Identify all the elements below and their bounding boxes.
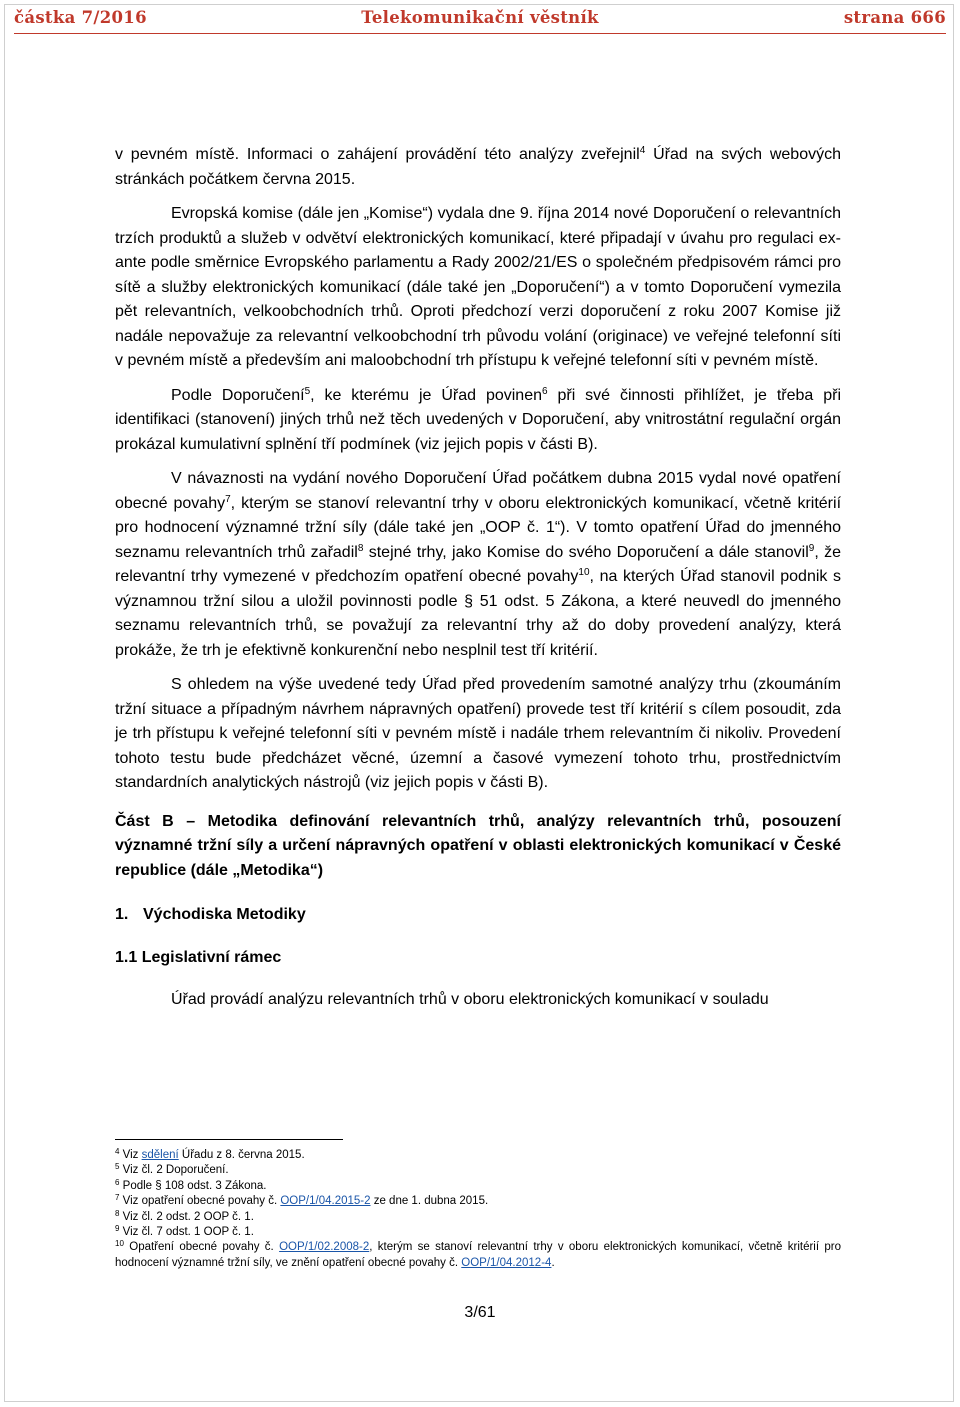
paragraph-5: S ohledem na výše uvedené tedy Úřad před provedením samotné analýzy trhu (zkoumáním tržní situace a případným návrhem nápravných opatření) provede test tří kritérií s cílem posoudit, zda je trh přístupu k veřejné telefonní síti v pevném místě i nadále trhem relevantním či nikoliv. Provedení tohoto testu bude předcházet věcné, územní a časové vymezení tohoto trhu, prostřednictvím standardních analytických nástrojů (viz jejich popis v části B). — [115, 676, 841, 791]
footnotes — [115, 1148, 841, 1271]
footnote-ref-7[interactable]: 7 — [225, 493, 231, 505]
page-header — [14, 6, 946, 30]
footnote-7: $^7$ Viz opatření obecné povahy č. OOP/1/04.2015-2 ze dne 1. dubna 2015. — [115, 1193, 489, 1208]
footnote-8: $^8$ Viz čl. 2 odst. 2 OOP č. 1. — [115, 1208, 254, 1223]
footnote-10: $^{10}$ Opatření obecné povahy č. OOP/1/02.2008-2, kterým se stanoví relevantní trhy v oboru elektronických komunikací, včetně kritérií pro hodnocení významné tržní síly, ve znění opatření obecné povahy č. OOP/1/04.2012-4. — [115, 1239, 842, 1269]
paragraph-2: Evropská komise (dále jen „Komise“) vydala dne 9. října 2014 nové Doporučení o relevantních trzích produktů a služeb v odvětví elektronických komunikací, které připadají v úvahu pro regulaci ex-ante podle směrnice Evropského parlamentu a Rady 2002/21/ES o společném předpisovém rámci pro sítě a služby elektronických komunikací (dále také jen „Doporučení“) a v tomto Doporučení vymezila pět relevantních, velkoobchodních trhů. Oproti předchozí verzi doporučení z roku 2007 Komise již nadále nepovažuje za relevantní velkoobchodní trh původu volání (originace) ve veřejné telefonní síti v pevném místě a především ani maloobchodní trh přístupu k veřejné telefonní síti v pevném místě. — [115, 205, 841, 369]
link-oop-2015-2[interactable]: OOP/1/04.2015-2 — [280, 1195, 371, 1208]
footnote-ref-6[interactable]: 6 — [542, 385, 548, 397]
footnote-ref-4[interactable]: 4 — [639, 145, 646, 156]
page-number: 3/61 — [464, 1304, 496, 1321]
footnote-4: $^4$ Viz sdělení Úřadu z 8. června 2015. — [115, 1147, 305, 1161]
footnote-5: $^5$ Viz čl. 2 Doporučení. — [115, 1162, 229, 1177]
section-heading-1 — [115, 903, 841, 928]
link-sdeleni[interactable]: sdělení — [141, 1149, 179, 1161]
footnote-ref-10[interactable]: 10 — [578, 567, 590, 578]
footnote-ref-8[interactable]: 8 — [357, 542, 364, 554]
subsection-heading-1-1: 1.1 Legislativní rámec — [115, 948, 282, 966]
paragraph-4: V návaznosti na vydání nového Doporučení Úřad počátkem dubna 2015 vydal nové opatření obecné povahy$^7$, kterým se stanoví relevantní trhy v oboru elektronických komunikací, včetně kritérií pro hodnocení významné tržní síly (dále také jen „OOP č. 1“). V tomto opatření Úřad do jmenného seznamu relevantních trhů zařadil$^8$ stejné trhy, jako Komise do svého Doporučení a dále stanovil$^9$, že relevantní trhy vymezené v předchozím opatření obecné povahy$^{10}$, na kterých Úřad stanovil podnik s významnou tržní silou a uložil povinnosti podle § 51 odst. 5 Zákona, a které neuvedl do jmenného seznamu relevantních trhů, se považují za relevantní trhy až do doby provedení analýzy, která prokáže, že trh je efektivně konkurenční nebo nesplnil test tří kritérií. — [115, 470, 842, 659]
header-rule — [14, 33, 946, 34]
header-issue: částka 7/2016 — [14, 8, 147, 27]
part-b-heading: Část B – Metodika definování relevantních trhů, analýzy relevantních trhů, posouzení významné tržní síly a určení nápravných opatření v oblasti elektronických komunikací v České republice (dále „Metodika“) — [115, 812, 841, 879]
main-content — [115, 143, 841, 1023]
section-title: Východiska Metodiky — [143, 906, 306, 923]
footnote-9: $^9$ Viz čl. 7 odst. 1 OOP č. 1. — [115, 1224, 254, 1239]
link-oop-2008-2[interactable]: OOP/1/02.2008-2 — [279, 1241, 370, 1254]
footnote-ref-5[interactable]: 5 — [304, 385, 311, 397]
link-oop-2012-4[interactable]: OOP/1/04.2012-4 — [461, 1256, 552, 1269]
footnote-ref-9[interactable]: 9 — [808, 542, 815, 554]
paragraph-6: Úřad provádí analýzu relevantních trhů v oboru elektronických komunikací v souladu — [171, 991, 769, 1008]
paragraph-1: v pevném místě. Informaci o zahájení provádění této analýzy zveřejnil$^4$ Úřad na svých webových stránkách počátkem června 2015. — [115, 145, 842, 188]
footnote-rule — [115, 1139, 343, 1140]
paragraph-3: Podle Doporučení$^5$, ke kterému je Úřad povinen$^6$ při své činnosti přihlížet, je třeba při identifikaci (stanovení) jiných trhů než těch uvedených v Doporučení, aby vnitrostátní regulační orgán prokázal kumulativní splnění tří podmínek (viz jejich popis v části B). — [115, 385, 842, 453]
section-number: 1. — [115, 906, 129, 923]
footnote-6: $^6$ Podle § 108 odst. 3 Zákona. — [115, 1177, 267, 1192]
header-page: strana 666 — [843, 8, 946, 27]
header-journal-title: Telekomunikační věstník — [361, 8, 599, 27]
